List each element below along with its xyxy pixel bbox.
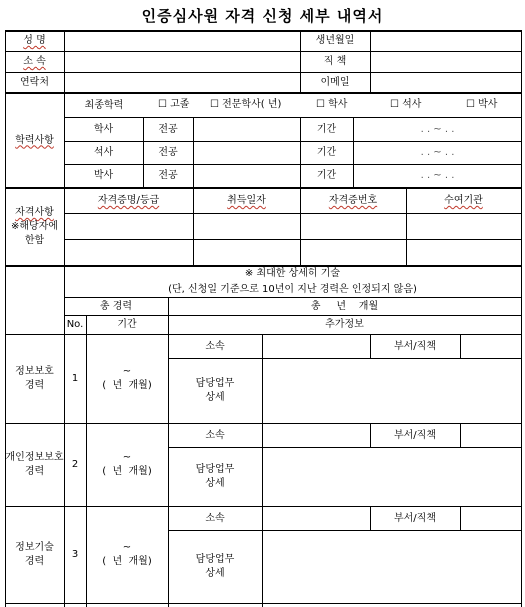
career-period[interactable]: ~ ( 년 개월) xyxy=(102,452,152,477)
option-bachelor[interactable]: ☐ 학사 xyxy=(316,99,348,110)
col-extra: 추가정보 xyxy=(325,319,364,330)
career-type-label: 개인정보보호 경력 xyxy=(5,452,64,477)
birth-field[interactable] xyxy=(371,31,521,51)
col-period: 기간 xyxy=(117,319,137,330)
email-field[interactable] xyxy=(371,73,521,92)
option-master[interactable]: ☐ 석사 xyxy=(390,99,422,110)
contact-field[interactable] xyxy=(65,73,300,92)
career-org-label: 소속 xyxy=(205,512,225,524)
period-dots[interactable]: . . ~ . . xyxy=(420,170,455,181)
degree-label: 석사 xyxy=(93,147,114,158)
position-label: 직 책 xyxy=(323,56,347,67)
email-label: 이메일 xyxy=(320,76,350,88)
career-type-label: 정보보호 경력 xyxy=(15,366,54,391)
option-doctor[interactable]: ☐ 박사 xyxy=(466,99,498,110)
career-period[interactable]: ~ ( 년 개월) xyxy=(102,366,152,391)
career-dept-label: 부서/직책 xyxy=(393,429,436,441)
final-education-label: 최종학력 xyxy=(84,99,124,111)
total-career-label: 총 경력 xyxy=(99,300,133,312)
name-field[interactable] xyxy=(65,31,300,51)
career-no: 3 xyxy=(71,549,79,560)
career-duty-label: 담당업무 상세 xyxy=(195,378,235,403)
org-label: 소 속 xyxy=(23,56,46,67)
career-org-label: 소속 xyxy=(205,429,225,441)
qual-header-issuer: 수여기관 xyxy=(444,195,483,206)
career-no: 2 xyxy=(71,459,79,470)
period-label: 기간 xyxy=(316,147,337,158)
option-highschool[interactable]: ☐ 고졸 xyxy=(158,99,190,110)
career-note: ※ 최대한 상세히 기술 xyxy=(244,268,341,279)
degree-label: 박사 xyxy=(93,170,114,181)
col-no: No. xyxy=(66,319,84,330)
major-label: 전공 xyxy=(158,123,178,135)
career-no: 1 xyxy=(71,373,79,384)
career-duty-label: 담당업무 상세 xyxy=(195,464,235,489)
birth-label: 생년월일 xyxy=(315,35,355,46)
period-dots[interactable]: . . ~ . . xyxy=(420,123,455,135)
career-org-label: 소속 xyxy=(205,340,225,352)
qual-header-date: 취득일자 xyxy=(227,195,266,206)
education-section-label: 학력사항 xyxy=(15,134,54,146)
career-type-label: 정보기술 경력 xyxy=(15,542,54,567)
option-associate[interactable]: ☐ 전문학사( 년) xyxy=(210,99,282,110)
org-field[interactable] xyxy=(65,52,300,72)
career-duty-label: 담당업무 상세 xyxy=(195,554,235,579)
period-label: 기간 xyxy=(316,170,337,181)
career-note-sub: (단, 신청일 기준으로 10년이 지난 경력은 인정되지 않음) xyxy=(168,283,417,295)
page-title: 인증심사원 자격 신청 세부 내역서 xyxy=(141,7,384,25)
position-field[interactable] xyxy=(371,52,521,72)
qualification-section-label: 자격사항 ※해당자에 한함 xyxy=(10,207,59,246)
major-label: 전공 xyxy=(158,147,178,158)
major-label: 전공 xyxy=(158,170,178,181)
qual-header-name: 자격증명/등급 xyxy=(97,195,160,206)
career-dept-label: 부서/직책 xyxy=(393,512,436,524)
qual-header-number: 자격증번호 xyxy=(328,195,378,206)
career-dept-label: 부서/직책 xyxy=(393,340,436,352)
career-period[interactable]: ~ ( 년 개월) xyxy=(102,542,152,567)
name-label: 성 명 xyxy=(23,35,46,46)
contact-label: 연락처 xyxy=(20,76,49,88)
period-label: 기간 xyxy=(316,123,337,135)
period-dots[interactable]: . . ~ . . xyxy=(420,147,455,158)
degree-label: 학사 xyxy=(93,123,114,135)
total-career-value[interactable]: 총 년 개월 xyxy=(310,300,379,312)
